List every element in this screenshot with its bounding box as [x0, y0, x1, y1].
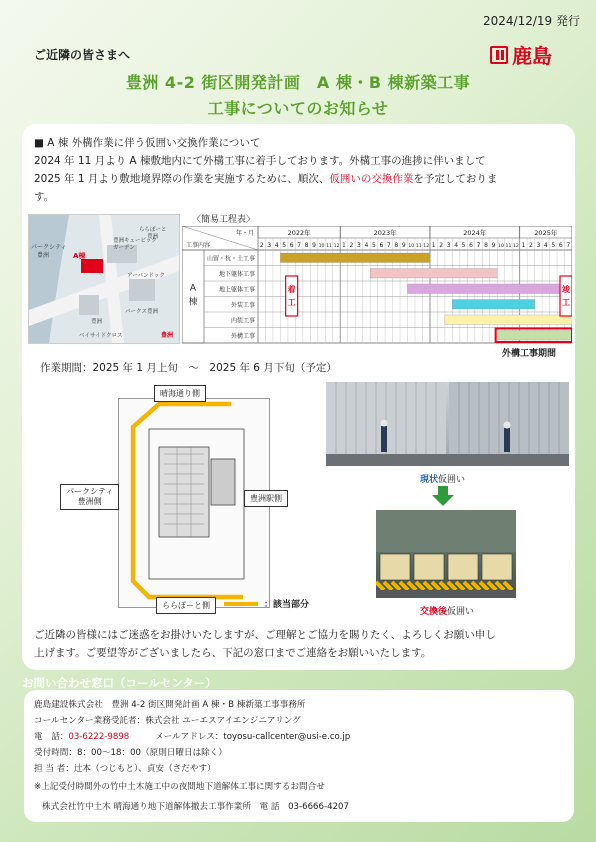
site-label-left [60, 484, 119, 510]
gantt-month-label: 2 [528, 242, 533, 249]
gantt-bar [280, 253, 430, 263]
gantt-month-label: 8 [304, 242, 309, 249]
gantt-month-label: 12 [512, 244, 519, 249]
site-label-left-1: パークシティ [66, 487, 114, 496]
gantt-building-label: 棟 [188, 297, 198, 308]
gantt-month-label: 9 [491, 242, 496, 249]
site-label-right: 豊洲駅側 [244, 490, 288, 507]
callcenter-email[interactable]: メールアドレス：toyosu-callcenter@usi-e.co.jp [129, 732, 351, 742]
gantt-bar [370, 269, 497, 279]
gantt-month-label: 4 [274, 242, 279, 249]
gantt-month-label: 10 [498, 244, 504, 249]
gantt-month-label: 5 [551, 242, 556, 249]
gantt-month-label: 3 [536, 242, 541, 249]
map-graphic [29, 215, 179, 343]
gantt-month-label: 6 [469, 242, 473, 249]
gantt-month-label: 11 [326, 244, 332, 249]
gantt-month-label: 5 [282, 242, 287, 249]
gantt-month-label: 9 [312, 242, 316, 249]
current-caption-strong: 現状 [420, 475, 439, 485]
gantt-month-label: 6 [289, 242, 294, 249]
gantt-month-label: 7 [386, 242, 391, 249]
inquiry-line7: 株式会社竹中土木 晴海通り地下道解体撤去工事作業所 電 話 03-6666-4207 [42, 802, 349, 812]
gantt-task-label: 地下躯体工事 [218, 271, 255, 279]
gantt-month-label: 11 [415, 244, 422, 249]
inquiry-line4: 受付時間：8：00～18：00（原則日曜日は除く） [34, 748, 227, 758]
gantt-month-label: 12 [333, 244, 340, 249]
work-period: 作業期間：2025 年 1 月上旬 ～ 2025 年 6 月下旬（予定） [40, 362, 337, 374]
gantt-end-label: 竣 [562, 285, 570, 294]
gantt-month-label: 2 [349, 242, 354, 249]
gantt-month-label: 10 [318, 244, 325, 249]
current-hoarding-photo [326, 382, 569, 466]
current-caption [420, 472, 465, 485]
gantt-end-label: 工 [562, 298, 570, 307]
site-label-left-2: 豊洲側 [77, 497, 102, 506]
map-label: パークシティ [31, 244, 67, 251]
gantt-task-label: 内装工事 [230, 317, 255, 325]
company-logo [490, 40, 552, 69]
site-legend-text: ：該当部分 [264, 600, 310, 610]
gantt-year-label: 2024年 [463, 229, 487, 237]
gantt-month-label: 1 [521, 242, 526, 249]
closing-line1: ご近隣の皆様にはご迷惑をお掛けいたしますが、ご理解とご協力を賜りたく、よろしくお願い申し [34, 629, 496, 641]
map-label: ベイサイドクロス [79, 333, 123, 339]
notice-line2-highlight: 仮囲いの交換作業 [329, 173, 414, 185]
after-caption [420, 604, 474, 617]
gantt-month-label: 4 [543, 242, 548, 249]
map-label: 豊洲キュービック [113, 238, 157, 244]
site-label-bottom: ららぽーと側 [156, 597, 216, 614]
map-label: 豊洲 [91, 319, 103, 325]
gantt-month-label: 7 [297, 242, 302, 249]
gantt-month-label: 1 [342, 242, 346, 249]
inquiry-line2: コールセンター業務受託者：株式会社 ユーエスアイエンジニアリング [34, 716, 301, 726]
down-arrow-icon [432, 486, 454, 506]
gantt-month-label: 2 [259, 242, 264, 249]
gantt-month-label: 6 [558, 242, 563, 249]
map-label: 豊洲 [161, 332, 174, 339]
gantt-month-label: 5 [371, 242, 376, 249]
gantt-month-label: 4 [454, 242, 459, 249]
inquiry-line1: 鹿島建設株式会社 豊洲 4-2 街区開発計画 A 棟・B 棟新築工事事務所 [34, 700, 306, 710]
map-label: ららぽーと [139, 227, 167, 233]
greeting: ご近隣の皆さまへ [34, 48, 131, 62]
notice-line1: 2024 年 11 月より A 棟敷地内にて外構工事に着手しております。外構工事の進捗に伴いまして [34, 155, 486, 167]
gantt-chart [182, 226, 572, 344]
map-label: ガーデン [113, 245, 135, 251]
gantt-bar [497, 331, 572, 341]
gantt-month-label: 10 [408, 244, 415, 249]
logo-text: 鹿島 [512, 44, 552, 68]
gantt-end-label-box [560, 276, 572, 316]
gantt-year-label: 2023年 [373, 229, 397, 237]
gantt-col-head: 年・月 [235, 230, 254, 237]
gantt-month-label: 3 [267, 242, 272, 249]
gantt-task-label: 外構工事 [230, 333, 255, 341]
map-label: A棟 [73, 252, 86, 260]
gantt-bar [445, 315, 572, 325]
gantt-month-label: 6 [379, 242, 384, 249]
current-caption-rest: 仮囲い [438, 475, 466, 485]
gantt-month-label: 8 [484, 242, 488, 249]
gantt-bar [408, 284, 565, 294]
gantt-year-label: 2022年 [287, 229, 311, 237]
map-label: 豊洲 [37, 252, 50, 259]
gantt-task-label: 外装工事 [230, 302, 255, 310]
gantt-month-label: 1 [431, 242, 436, 249]
site-label-top: 晴海通り側 [154, 385, 206, 402]
after-caption-rest: 仮囲い [447, 607, 475, 617]
map-label: 豊洲 [147, 234, 159, 240]
issue-date: 2024/12/19 発行 [483, 14, 580, 28]
gantt-start-label-box [286, 276, 298, 316]
gantt-month-label: 3 [357, 242, 361, 249]
gantt-start-label: 着 [287, 285, 296, 294]
location-map [28, 214, 180, 344]
gantt-highlight-label: 外構工事期間 [502, 349, 557, 359]
gantt-year-label: 2025年 [534, 229, 558, 237]
phone-label: 電 話： [34, 732, 69, 742]
notice-line2 [34, 170, 497, 188]
gantt-month-label: 5 [461, 242, 466, 249]
gantt-col-head: 工事内容 [186, 242, 211, 249]
new-hoarding-photo [376, 510, 516, 598]
callcenter-phone[interactable]: 03-6222-9898 [68, 732, 130, 742]
notice-line2-pre: 2025 年 1 月より敷地境界際の作業を実施するために、順次、 [34, 173, 330, 185]
gantt-month-label: 2 [439, 242, 444, 249]
gantt-month-label: 9 [401, 242, 406, 249]
gantt-month-label: 3 [446, 242, 451, 249]
gantt-month-label: 8 [394, 242, 399, 249]
closing-line2: 上げます。ご要望等がございましたら、下記の窓口までご連絡をお願いいたします。 [34, 647, 432, 659]
inquiry-line6: ※上記受付時間外の竹中土木施工中の夜間地下道解体工事に関するお問合せ [34, 782, 325, 792]
gantt-title: 〈簡易工程表〉 [192, 215, 256, 225]
gantt-building-label: A [189, 283, 197, 294]
notice-line2-post: を予定しておりま [413, 173, 498, 185]
gantt-task-label: 山留・杭・土工事 [206, 255, 255, 263]
gantt-month-label: 7 [476, 242, 481, 249]
notice-heading: ■ A 棟 外構作業に伴う仮囲い交換作業について [34, 137, 261, 149]
map-label: パークス豊洲 [125, 309, 158, 315]
inquiry-line5: 担 当 者：辻本（つじもと）、貞安（さだやす） [34, 764, 216, 774]
kajima-logo-icon [490, 46, 508, 64]
page-title-line1: 豊洲 4-2 街区開発計画 A 棟・B 棟新築工事 [125, 73, 471, 92]
gantt-bar [452, 300, 534, 310]
after-caption-strong: 交換後 [420, 607, 448, 617]
gantt-month-label: 7 [566, 242, 571, 249]
gantt-task-label: 地上躯体工事 [218, 286, 255, 294]
gantt-month-label: 12 [423, 244, 430, 249]
gantt-month-label: 11 [505, 244, 512, 249]
gantt-start-label: 工 [287, 298, 296, 307]
notice-line3: す。 [34, 191, 55, 203]
map-label: アーバンドック [127, 273, 165, 279]
inquiry-box [24, 690, 574, 822]
inquiry-heading: お問い合わせ窓口（コールセンター） [22, 676, 217, 690]
page-title-line2: 工事についてのお知らせ [207, 99, 389, 118]
inquiry-line3 [34, 730, 350, 742]
site-legend-line [224, 602, 258, 606]
gantt-month-label: 4 [364, 242, 369, 249]
